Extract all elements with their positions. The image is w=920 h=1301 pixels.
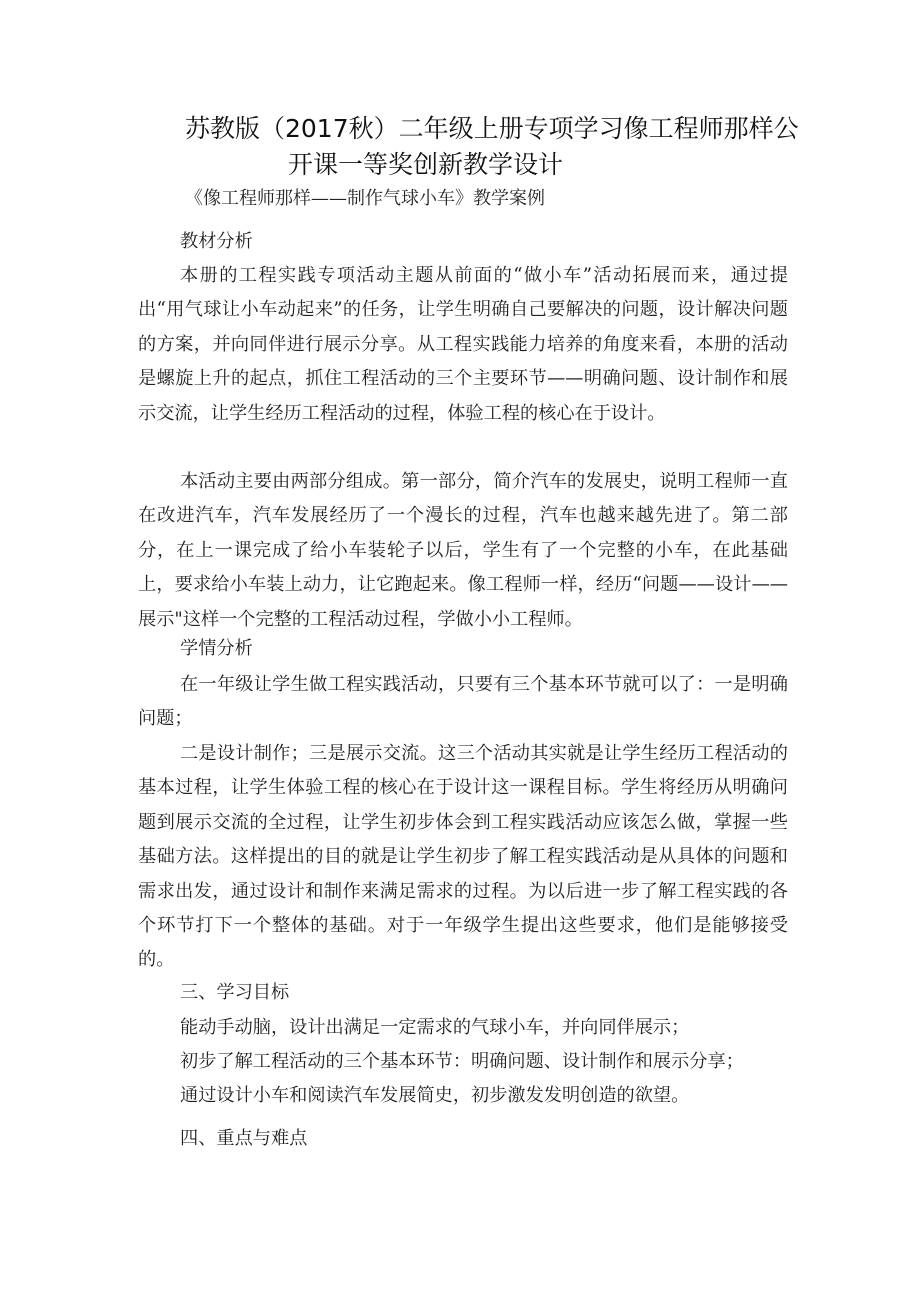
learning-goal-item: 初步了解工程活动的三个基本环节：明确问题、设计制作和展示分享； <box>180 1051 744 1072</box>
section-heading-learning-goals: 三、学习目标 <box>180 982 290 1003</box>
document-title-line-1: 苏教版（2017秋）二年级上册专项学习像工程师那样公 <box>185 114 799 143</box>
paragraph-material-2: 本活动主要由两部分组成。第一部分，简介汽车的发展史，说明工程师一直在改进汽车，汽车发展经历了一个漫长的过程，汽车也越来越先进了。第二部分，在上一课完成了给小车装轮子以后，学生有了一个完整的小车，在此基础上，要求给小车装上动力，让它跑起来。像工程师一样，经历“问题——设计——展示"这样一个完整的工程活动过程，学做小小工程师。 <box>138 471 788 630</box>
section-heading-material-analysis: 教材分析 <box>180 231 253 252</box>
paragraph-material-1: 本册的工程实践专项活动主题从前面的“做小车”活动拓展而来，通过提出“用气球让小车动起来”的任务，让学生明确自己要解决的问题，设计解决问题的方案，并向同伴进行展示分享。从工程实践能力培养的角度来看，本册的活动是螺旋上升的起点，抓住工程活动的三个主要环节——明确问题、设计制作和展示交流，让学生经历工程活动的过程，体验工程的核心在于设计。 <box>138 265 788 424</box>
document-title-line-2: 开课一等奖创新教学设计 <box>288 150 564 179</box>
paragraph-student-1: 在一年级让学生做工程实践活动，只要有三个基本环节就可以了：一是明确问题； <box>138 674 788 730</box>
learning-goal-item: 通过设计小车和阅读汽车发展简史，初步激发发明创造的欲望。 <box>180 1085 690 1106</box>
document-subtitle: 《像工程师那样——制作气球小车》教学案例 <box>185 188 545 209</box>
section-heading-key-points: 四、重点与难点 <box>180 1128 308 1149</box>
paragraph-student-2: 二是设计制作；三是展示交流。这三个活动其实就是让学生经历工程活动的基本过程，让学生体验工程的核心在于设计这一课程目标。学生将经历从明确问题到展示交流的全过程，让学生初步体会到工程实践活动应该怎么做，掌握一些基础方法。这样提出的目的就是让学生初步了解工程实践活动是从具体的问题和需求出发，通过设计和制作来满足需求的过程。为以后进一步了解工程实践的各个环节打下一个整体的基础。对于一年级学生提出这些要求，他们是能够接受的。 <box>138 743 788 971</box>
learning-goal-item: 能动手动脑，设计出满足一定需求的气球小车，并向同伴展示； <box>180 1017 690 1038</box>
section-heading-student-analysis: 学情分析 <box>180 638 253 659</box>
